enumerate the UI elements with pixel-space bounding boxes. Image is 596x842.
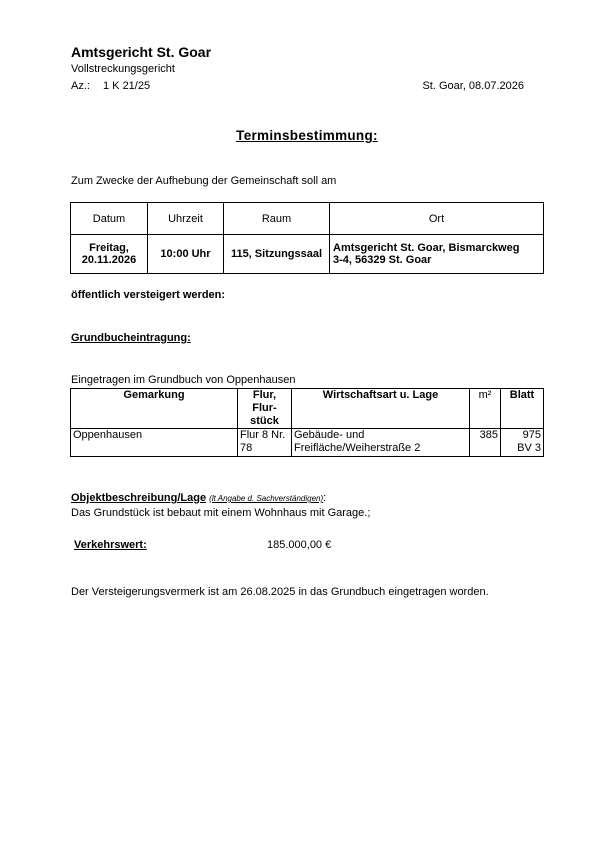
header-wirtschaftsart: Wirtschaftsart u. Lage: [292, 389, 470, 429]
appointment-location: [330, 235, 544, 274]
header-datum: Datum: [71, 203, 148, 235]
az-value: 1 K 21/25: [103, 80, 151, 92]
appointment-row: [71, 235, 544, 274]
appointment-header-row: [71, 203, 544, 235]
verkehrswert-value: 185.000,00 €: [267, 539, 332, 551]
row-blatt-line2: BV 3: [517, 442, 541, 454]
header-flur-line1: Flur, Flur-: [252, 389, 277, 414]
grundbuch-table: [70, 388, 544, 457]
row-wirtschaftsart-line2: Freifläche/Weiherstraße 2: [294, 442, 421, 454]
header-uhrzeit: Uhrzeit: [148, 203, 224, 235]
objekt-text: Das Grundstück ist bebaut mit einem Wohnhaus mit Garage.;: [71, 507, 371, 519]
intro-text: Zum Zwecke der Aufhebung der Gemeinschaft soll am: [71, 175, 337, 187]
row-wirtschaftsart: [292, 429, 470, 457]
row-flur-line2: 78: [240, 442, 253, 454]
versteigert-text: öffentlich versteigert werden:: [71, 289, 226, 301]
appointment-table: [70, 202, 544, 274]
header-raum: Raum: [224, 203, 330, 235]
header-flur: [238, 389, 292, 429]
header-m2: m²: [470, 389, 501, 429]
verkehrswert-label: Verkehrswert:: [74, 539, 147, 551]
objekt-heading-line: [71, 492, 326, 504]
grundbuch-row: [71, 429, 544, 457]
appointment-location-line2: 3-4, 56329 St. Goar: [333, 254, 432, 266]
header-gemarkung: Gemarkung: [71, 389, 238, 429]
appointment-date-weekday: Freitag,: [89, 242, 129, 254]
page-title: Terminsbestimmung:: [236, 128, 378, 143]
grundbuch-heading: Grundbucheintragung:: [71, 332, 191, 344]
place-date: St. Goar, 08.07.2026: [422, 80, 524, 92]
az-label: Az.:: [71, 80, 90, 92]
appointment-date-value: 20.11.2026: [81, 254, 137, 266]
objekt-colon: :: [323, 492, 327, 504]
appointment-room: 115, Sitzungssaal: [224, 235, 330, 274]
grundbuch-header-row: [71, 389, 544, 429]
grundbuch-line: Eingetragen im Grundbuch von Oppenhausen: [71, 374, 296, 386]
header-ort: Ort: [330, 203, 544, 235]
row-gemarkung: Oppenhausen: [71, 429, 238, 457]
court-name: Amtsgericht St. Goar: [71, 44, 212, 60]
appointment-time: 10:00 Uhr: [148, 235, 224, 274]
row-m2: 385: [470, 429, 501, 457]
footer-note: Der Versteigerungsvermerk ist am 26.08.2025 in das Grundbuch eingetragen worden.: [71, 586, 489, 598]
header-blatt: Blatt: [501, 389, 544, 429]
appointment-date: [71, 235, 148, 274]
row-blatt-line1: 975: [522, 429, 541, 441]
objekt-heading: Objektbeschreibung/Lage: [71, 492, 207, 504]
row-flur-line1: Flur 8 Nr.: [240, 429, 286, 441]
header-flur-line2: stück: [250, 415, 279, 427]
court-department: Vollstreckungsgericht: [71, 63, 175, 75]
appointment-location-line1: Amtsgericht St. Goar, Bismarckweg: [333, 242, 520, 254]
row-blatt: [501, 429, 544, 457]
row-flur: [238, 429, 292, 457]
row-wirtschaftsart-line1: Gebäude- und: [294, 429, 365, 441]
objekt-note: (lt Angabe d. Sachverständigen): [209, 494, 324, 503]
